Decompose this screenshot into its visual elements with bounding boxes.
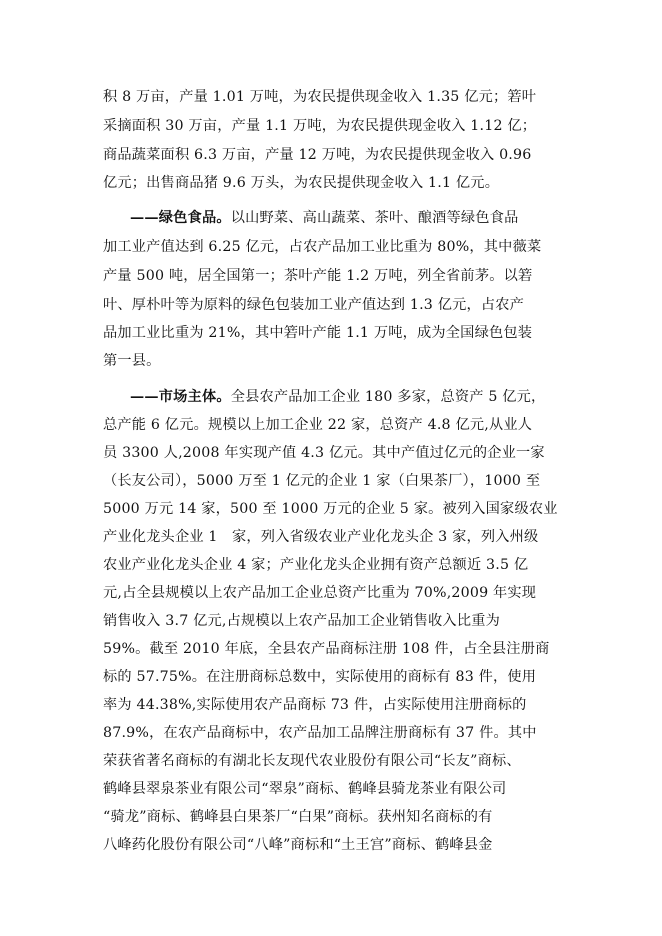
text-line: 鹤峰县翠泉茶业有限公司“翠泉”商标、鹤峰县骑龙茶业有限公司 [103, 781, 507, 797]
text-line: 品加工业比重为 21%，其中箬叶产能 1.1 万吨，成为全国绿色包装 [103, 325, 533, 341]
text-line: 产业化龙头企业 1 家，列入省级农业产业化龙头企 3 家，列入州级 [103, 529, 539, 545]
text-line: 员 3300 人,2008 年实现产值 4.3 亿元。其中产值过亿元的企业一家 [103, 445, 545, 461]
text-line: （长友公司），5000 万至 1 亿元的企业 1 家（白果茶厂），1000 至 [103, 473, 541, 489]
text-line: 荣获省著名商标的有湖北长友现代农业股份有限公司“长友”商标、 [103, 753, 521, 769]
text-line: 采摘面积 30 万亩，产量 1.1 万吨，为农民提供现金收入 1.12 亿； [103, 118, 537, 134]
text-line: 亿元；出售商品猪 9.6 万头，为农民提供现金收入 1.1 亿元。 [103, 175, 500, 191]
section-heading-market-entities: ——市场主体。 [130, 389, 231, 405]
text-line: “骑龙”商标、鹤峰县白果茶厂“白果”商标。获州知名商标的有 [103, 809, 493, 825]
text-line: 产量 500 吨，居全国第一；茶叶产能 1.2 万吨，列全省前茅。以箬 [103, 268, 533, 284]
text-run: 以山野菜、高山蔬菜、茶叶、酿酒等绿色食品 [230, 210, 519, 226]
text-line: 商品蔬菜面积 6.3 万亩，产量 12 万吨，为农民提供现金收入 0.96 [103, 147, 532, 163]
text-run: 全县农产品加工企业 180 多家，总资产 5 亿元， [230, 389, 546, 405]
text-line: 八峰药化股份有限公司“八峰”商标和“土王宫”商标、鹤峰县金 [103, 837, 493, 853]
text-line: 元,占全县规模以上农产品加工企业总资产比重为 70%,2009 年实现 [103, 585, 537, 601]
text-line: 农业产业化龙头企业 4 家；产业化龙头企业拥有资产总额近 3.5 亿 [103, 557, 529, 573]
text-line: 总产能 6 亿元。规模以上加工企业 22 家，总资产 4.8 亿元,从业人 [103, 417, 533, 433]
text-line: 销售收入 3.7 亿元,占规模以上农产品加工企业销售收入比重为 [103, 613, 500, 629]
text-line: 叶、厚朴叶等为原料的绿色包装加工业产值达到 1.3 亿元，占农产 [103, 297, 525, 313]
text-line: 5000 万元 14 家，500 至 1000 万元的企业 5 家。被列入国家级农业 [103, 501, 558, 517]
first-line [130, 384, 563, 410]
section-heading-green-food: ——绿色食品。 [130, 210, 231, 226]
text-line: 积 8 万亩，产量 1.01 万吨，为农民提供现金收入 1.35 亿元；箬叶 [103, 89, 537, 105]
text-line: 59%。截至 2010 年底，全县农产品商标注册 108 件，占全县注册商 [103, 641, 550, 657]
text-line: 第一县。 [103, 353, 161, 369]
text-line: 率为 44.38%,实际使用农产品商标 73 件，占实际使用注册商标的 [103, 697, 527, 713]
text-line: 标的 57.75%。在注册商标总数中，实际使用的商标有 83 件，使用 [103, 669, 537, 685]
text-line: 加工业产值达到 6.25 亿元，占农产品加工业比重为 80%，其中薇菜 [103, 239, 542, 255]
first-line [130, 205, 563, 231]
text-line: 87.9%，在农产品商标中，农产品加工品牌注册商标有 37 件。其中 [103, 725, 537, 741]
